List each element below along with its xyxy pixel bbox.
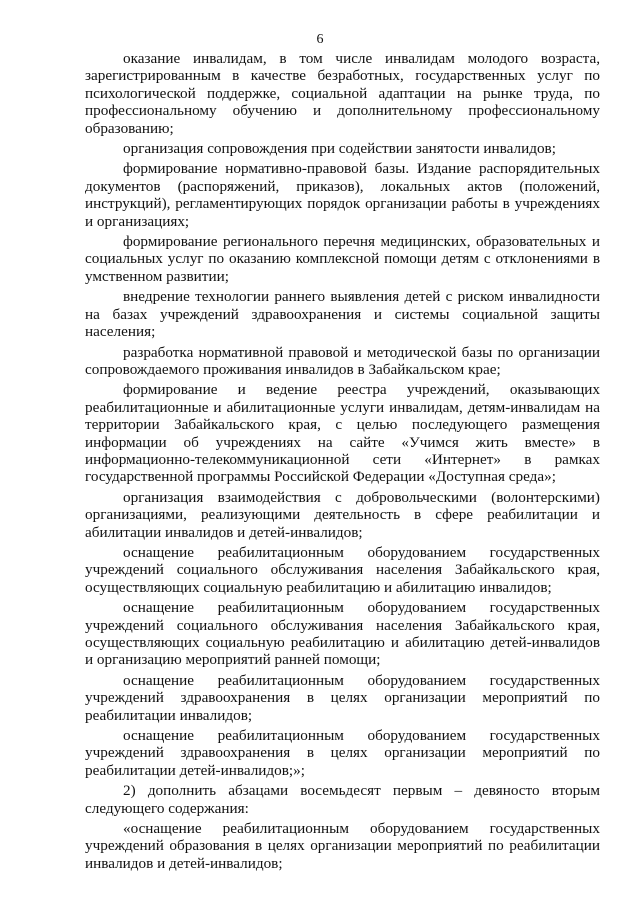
paragraph: оснащение реабилитационным оборудованием государственных учреждений социального обслуживания населения Забайкальского края, осуществляющих социальную реабилитацию и абилитацию инвалидов; — [85, 543, 600, 596]
paragraph: формирование регионального перечня медицинских, образовательных и социальных услуг по оказанию комплексной помощи детям с отклонениями в умственном развитии; — [85, 233, 600, 285]
paragraph: внедрение технологии раннего выявления детей с риском инвалидности на базах учреждений здравоохранения и системы социальной защиты населения; — [85, 288, 600, 341]
paragraph: разработка нормативной правовой и методической базы по организации сопровождаемого проживания инвалидов в Забайкальском крае; — [85, 343, 600, 378]
paragraph: оснащение реабилитационным оборудованием государственных учреждений здравоохранения в целях организации мероприятий по реабилитации детей-инвалидов;»; — [85, 727, 600, 779]
paragraph: оказание инвалидам, в том числе инвалидам молодого возраста, зарегистрированным в качестве безработных, государственных услуг по психологической поддержке, социальной адаптации на рынке труда, по профессиональному обучению и дополнительному профессиональному образованию; — [85, 50, 600, 137]
paragraph: 2) дополнить абзацами восемьдесят первым – девяносто вторым следующего содержания: — [85, 782, 600, 817]
paragraph: формирование нормативно-правовой базы. Издание распорядительных документов (распоряжений, приказов), локальных актов (положений, инструкций), регламентирующих порядок организации работы в учреждениях и организациях; — [85, 160, 600, 230]
paragraph: организация взаимодействия с добровольческими (волонтерскими) организациями, реализующими деятельность в сфере реабилитации и абилитации инвалидов и детей-инвалидов; — [85, 488, 600, 541]
paragraph: оснащение реабилитационным оборудованием государственных учреждений здравоохранения в целях организации мероприятий по реабилитации инвалидов; — [85, 671, 600, 724]
paragraph: организация сопровождения при содействии занятости инвалидов; — [123, 140, 556, 158]
paragraph: формирование и ведение реестра учреждений, оказывающих реабилитационные и абилитационные услуги инвалидам, детям-инвалидам на территории Забайкальского края, с целью последующего размещения информации об учреждениях на сайте «Учимся жить вместе» в информационно-телекоммуникационной сети «Интернет» в рамках государственной программы Российской Федерации «Доступная среда»; — [85, 381, 600, 486]
paragraph: оснащение реабилитационным оборудованием государственных учреждений социального обслуживания населения Забайкальского края, осуществляющих социальную реабилитацию и абилитацию детей-инвалидов и организацию мероприятий ранней помощи; — [85, 599, 600, 669]
paragraph: «оснащение реабилитационным оборудованием государственных учреждений образования в целях организации мероприятий по реабилитации инвалидов и детей-инвалидов; — [85, 820, 600, 872]
page-number: 6 — [316, 32, 324, 47]
document-body — [85, 50, 600, 875]
